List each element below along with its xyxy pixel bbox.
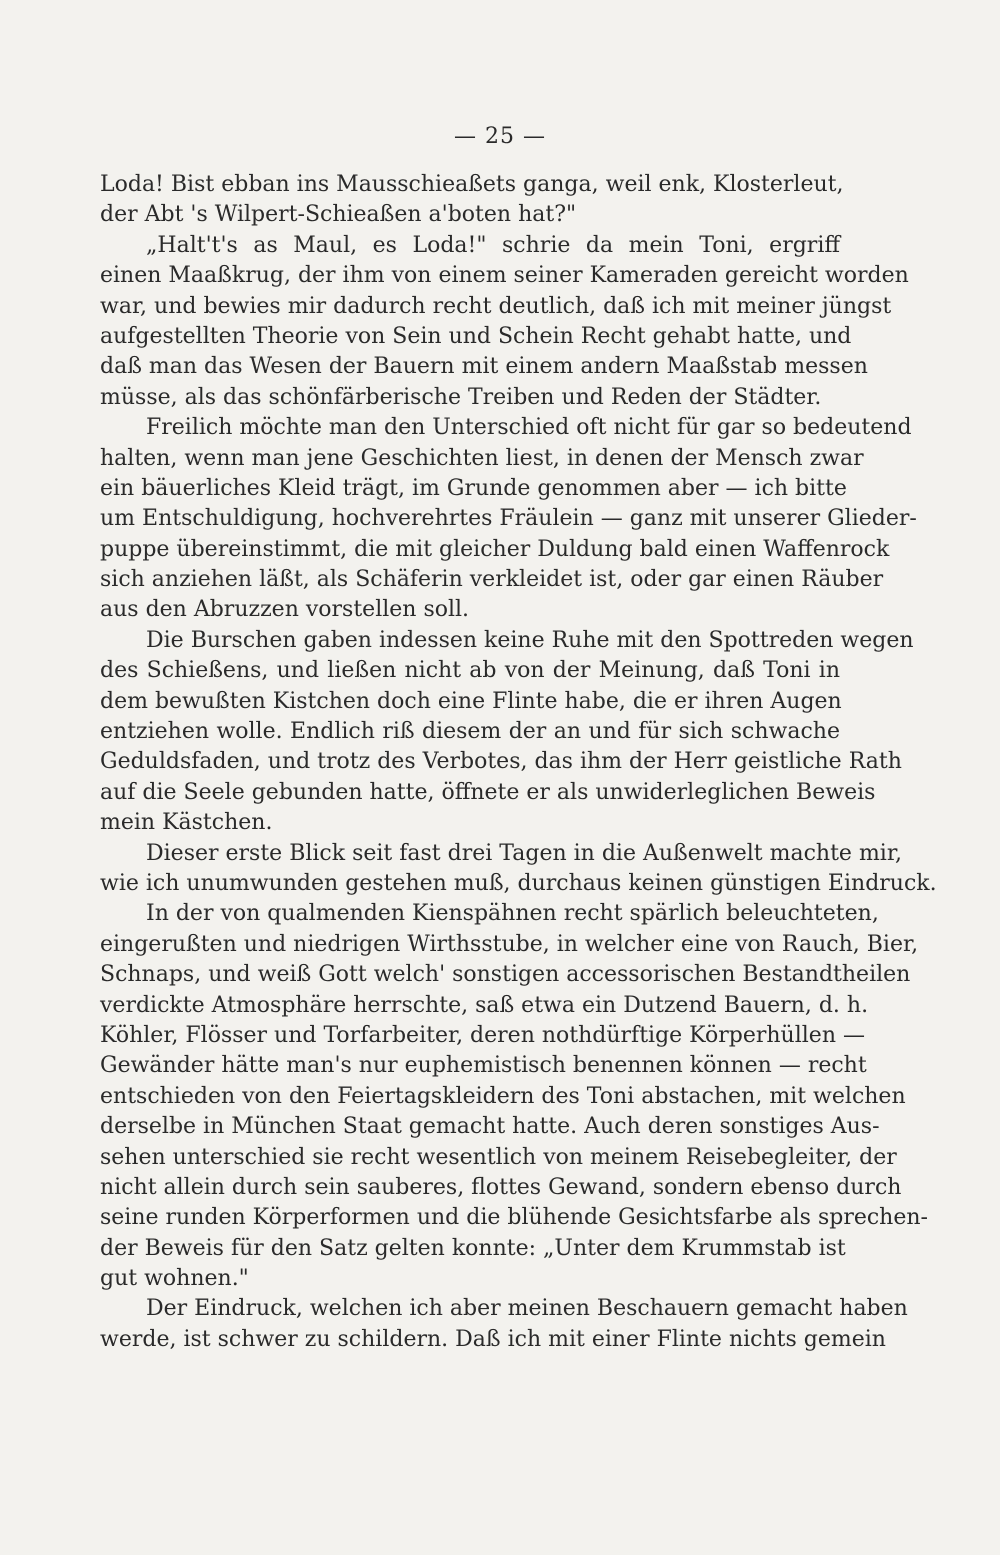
text-line: Loda! Bist ebban ins Mausschieaßets ganga, weil enk, Klosterleut, bbox=[100, 172, 844, 197]
text-line: aufgestellten Theorie von Sein und Schein Recht gehabt hatte, und bbox=[100, 323, 852, 349]
text-line: auf die Seele gebunden hatte, öffnete er als unwiderleglichen Beweis bbox=[100, 779, 876, 805]
text-line: derselbe in München Staat gemacht hatte. Auch deren sonstiges Aus- bbox=[100, 1114, 880, 1140]
text-line: sich anziehen läßt, als Schäferin verkleidet ist, oder gar einen Räuber bbox=[100, 567, 884, 593]
text-line: Freilich möchte man den Unterschied oft nicht für gar so bedeutend bbox=[146, 415, 912, 441]
text-line: daß man das Wesen der Bauern mit einem andern Maaßstab messen bbox=[100, 354, 868, 380]
text-line: wie ich unumwunden gestehen muß, durchaus keinen günstigen Eindruck. bbox=[100, 870, 937, 896]
page-number: — 25 — bbox=[454, 124, 546, 149]
text-line: gut wohnen." bbox=[100, 1266, 249, 1292]
text-line: ein bäuerliches Kleid trägt, im Grunde genommen aber — ich bitte bbox=[100, 475, 847, 501]
text-line: einen Maaßkrug, der ihm von einem seiner Kameraden gereicht worden bbox=[100, 263, 909, 289]
text-line: verdickte Atmosphäre herrschte, saß etwa ein Dutzend Bauern, d. h. bbox=[100, 992, 869, 1018]
text-line: der Abt 's Wilpert-Schieaßen a'boten hat?" bbox=[100, 202, 577, 228]
text-line: „Halt't's as Maul, es Loda!" schrie da mein Toni, ergriff bbox=[146, 232, 840, 258]
body-text bbox=[100, 170, 937, 1355]
text-line: entziehen wolle. Endlich riß diesem der an und für sich schwache bbox=[100, 719, 840, 745]
text-line: Köhler, Flösser und Torfarbeiter, deren nothdürftige Körperhüllen — bbox=[100, 1022, 865, 1048]
text-line: mein Kästchen. bbox=[100, 810, 273, 836]
text-line: werde, ist schwer zu schildern. Daß ich mit einer Flinte nichts gemein bbox=[100, 1326, 886, 1352]
text-line: nicht allein durch sein sauberes, flottes Gewand, sondern ebenso durch bbox=[100, 1174, 902, 1200]
text-line: Gewänder hätte man's nur euphemistisch benennen können — recht bbox=[100, 1053, 867, 1079]
text-line: der Beweis für den Satz gelten konnte: „Unter dem Krummstab ist bbox=[100, 1235, 846, 1261]
text-line: aus den Abruzzen vorstellen soll. bbox=[100, 597, 470, 623]
text-line: sehen unterschied sie recht wesentlich von meinem Reisebegleiter, der bbox=[100, 1144, 897, 1170]
text-line: Geduldsfaden, und trotz des Verbotes, das ihm der Herr geistliche Rath bbox=[100, 749, 902, 775]
text-line: um Entschuldigung, hochverehrtes Fräulein — ganz mit unserer Glieder- bbox=[100, 506, 917, 532]
text-line: Der Eindruck, welchen ich aber meinen Beschauern gemacht haben bbox=[146, 1296, 908, 1322]
text-line: entschieden von den Feiertagskleidern des Toni abstachen, mit welchen bbox=[100, 1083, 906, 1109]
text-line: seine runden Körperformen und die blühende Gesichtsfarbe als sprechen- bbox=[100, 1205, 928, 1231]
text-line: Dieser erste Blick seit fast drei Tagen in die Außenwelt machte mir, bbox=[146, 840, 902, 866]
text-line: eingerußten und niedrigen Wirthsstube, in welcher eine von Rauch, Bier, bbox=[100, 931, 919, 957]
text-line: In der von qualmenden Kienspähnen recht spärlich beleuchteten, bbox=[146, 901, 879, 927]
text-line: halten, wenn man jene Geschichten liest, in denen der Mensch zwar bbox=[100, 445, 864, 471]
text-line: Die Burschen gaben indessen keine Ruhe mit den Spottreden wegen bbox=[146, 627, 914, 653]
text-line: puppe übereinstimmt, die mit gleicher Duldung bald einen Waffenrock bbox=[100, 536, 890, 562]
text-line: war, und bewies mir dadurch recht deutlich, daß ich mit meiner jüngst bbox=[100, 293, 892, 319]
text-line: müsse, als das schönfärberische Treiben und Reden der Städter. bbox=[100, 384, 822, 410]
text-line: dem bewußten Kistchen doch eine Flinte habe, die er ihren Augen bbox=[100, 688, 842, 714]
text-line: Schnaps, und weiß Gott welch' sonstigen accessorischen Bestandtheilen bbox=[100, 962, 911, 988]
text-line: des Schießens, und ließen nicht ab von der Meinung, daß Toni in bbox=[100, 658, 840, 684]
